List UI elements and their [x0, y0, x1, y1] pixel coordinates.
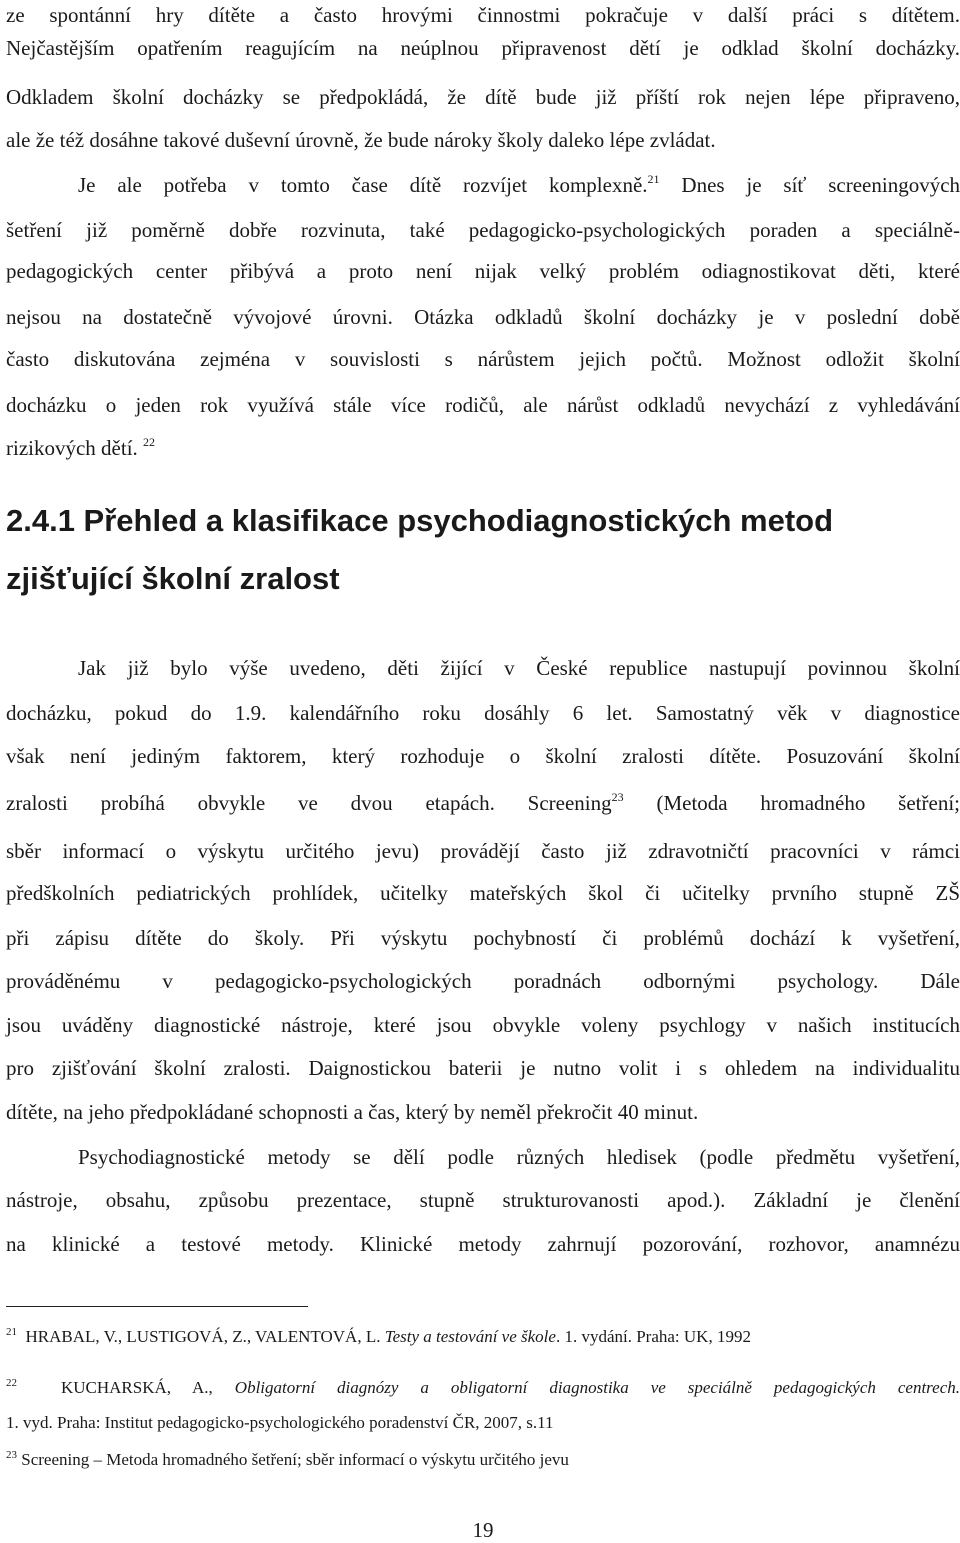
section-heading-line-2: zjišťující školní zralost: [6, 561, 340, 596]
section-heading-line-1: 2.4.1 Přehled a klasifikace psychodiagnostických metod: [6, 503, 834, 538]
body-text-line: však není jediným faktorem, který rozhoduje o školní zralosti dítěte. Posuzování školní: [6, 744, 960, 768]
body-text-line: prováděnému v pedagogicko-psychologických poradnách odbornými psychology. Dále: [6, 969, 960, 993]
body-text-line: sběr informací o výskytu určitého jevu) provádějí často již zdravotničtí pracovníci v rámci: [6, 839, 960, 863]
footnote-number: 23: [6, 1449, 17, 1461]
body-text-line: Psychodiagnostické metody se dělí podle různých hledisek (podle předmětu vyšetření,: [78, 1145, 960, 1169]
footnote-ref[interactable]: 21: [647, 172, 660, 186]
footnote-text: Screening – Metoda hromadného šetření; sběr informací o výskytu určitého jevu: [21, 1450, 569, 1469]
footnote-number: 21: [6, 1326, 17, 1338]
body-text-line: [6, 435, 960, 461]
footnote-ref[interactable]: 23: [611, 790, 624, 804]
footnote-22: [6, 1377, 960, 1399]
footnote-details: . 1. vydání. Praha: UK, 1992: [555, 1327, 751, 1346]
body-text-line: předškolních pediatrických prohlídek, učitelky mateřských škol či učitelky prvního stupně ZŠ: [6, 881, 960, 905]
footnote-title: Testy a testování ve škole: [384, 1327, 556, 1346]
body-text-line: [6, 790, 960, 816]
footnote-ref[interactable]: 22: [143, 435, 156, 449]
body-text-line: dítěte, na jeho předpokládané schopnosti a čas, který by neměl překročit 40 minut.: [6, 1100, 699, 1124]
body-text-line: často diskutována zejména v souvislosti s nárůstem jejich počtů. Možnost odložit školní: [6, 347, 960, 371]
footnote-title: Obligatorní diagnózy a obligatorní diagnostika ve speciálně pedagogických centrech.: [234, 1378, 960, 1397]
body-text-line: ale že též dosáhne takové duševní úrovně, že bude nároky školy daleko lépe zvládat.: [6, 128, 716, 152]
body-text-line: Nejčastějším opatřením reagujícím na neúplnou připravenost dětí je odklad školní docházky.: [6, 36, 960, 60]
body-text-line: docházku o jeden rok využívá stále více rodičů, ale nárůst odkladů nevychází z vyhledávání: [6, 393, 960, 417]
footnote-23: [6, 1449, 960, 1471]
body-text-line: nejsou na dostatečně vývojové úrovni. Otázka odkladů školní docházky je v poslední době: [6, 305, 960, 329]
body-text-line: šetření již poměrně dobře rozvinuta, také pedagogicko-psychologických poraden a speciálně-: [6, 218, 960, 242]
footnote-separator: [6, 1306, 308, 1307]
footnote-21: [6, 1326, 960, 1348]
text-span: Dnes je síť screeningových: [681, 173, 960, 197]
page-number: 19: [472, 1518, 494, 1542]
body-text-line: pedagogických center přibývá a proto není nijak velký problém odiagnostikovat děti, které: [6, 259, 960, 283]
body-text-line: při zápisu dítěte do školy. Při výskytu pochybností či problémů dochází k vyšetření,: [6, 926, 960, 950]
footnote-authors: KUCHARSKÁ, A.,: [60, 1378, 213, 1397]
footnote-22-continuation: 1. vyd. Praha: Institut pedagogicko-psychologického poradenství ČR, 2007, s.11: [6, 1413, 554, 1432]
footnote-number: 22: [6, 1377, 17, 1389]
text-span: rizikových dětí.: [6, 436, 138, 460]
body-text-line: nástroje, obsahu, způsobu prezentace, stupně strukturovanosti apod.). Základní je členění: [6, 1188, 960, 1212]
body-text-line: pro zjišťování školní zralosti. Daignostickou baterii je nutno volit i s ohledem na individualitu: [6, 1056, 960, 1080]
text-span: Je ale potřeba v tomto čase dítě rozvíjet komplexně.: [78, 173, 648, 197]
footnote-authors: HRABAL, V., LUSTIGOVÁ, Z., VALENTOVÁ, L.: [25, 1327, 381, 1346]
body-text-line: jsou uváděny diagnostické nástroje, které jsou obvykle voleny psychlogy v našich institucích: [6, 1013, 960, 1037]
body-text-line: [78, 172, 960, 198]
body-text-line: na klinické a testové metody. Klinické metody zahrnují pozorování, rozhovor, anamnézu: [6, 1232, 960, 1256]
body-text-line: docházku, pokud do 1.9. kalendářního roku dosáhly 6 let. Samostatný věk v diagnostice: [6, 701, 960, 725]
text-span: (Metoda hromadného šetření;: [656, 791, 960, 815]
text-span: zralosti probíhá obvykle ve dvou etapách. Screening: [6, 791, 612, 815]
body-text-line: Jak již bylo výše uvedeno, děti žijící v České republice nastupují povinnou školní: [78, 656, 960, 680]
body-text-line: Odkladem školní docházky se předpokládá, že dítě bude již příští rok nejen lépe připraveno,: [6, 85, 960, 109]
body-text-line: ze spontánní hry dítěte a často hrovými činnostmi pokračuje v další práci s dítětem.: [6, 3, 960, 27]
